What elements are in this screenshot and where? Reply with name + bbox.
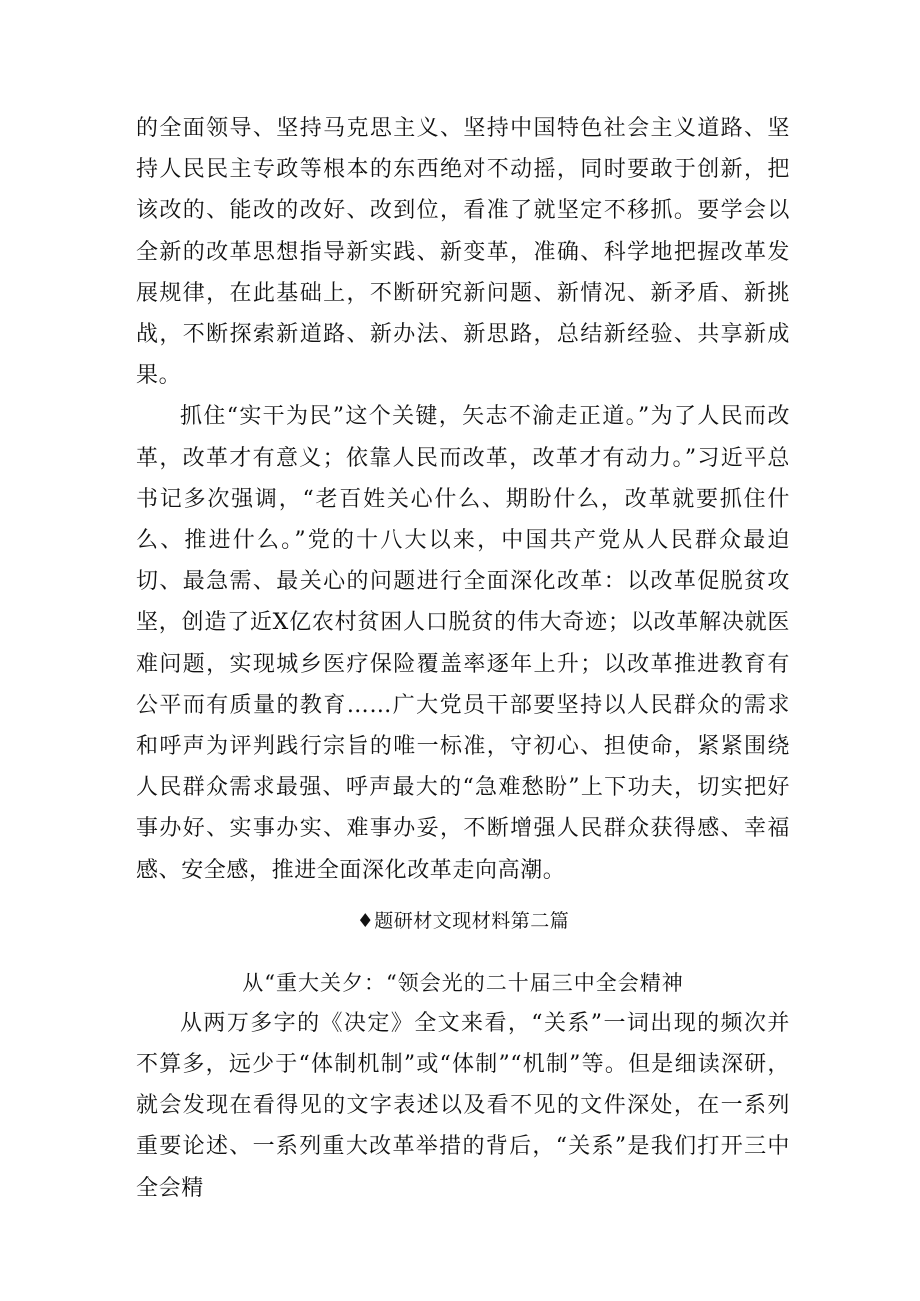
article-title: 从“重大关夕：“领会光的二十届三中全会精神 — [242, 970, 684, 995]
section-heading: ♦题研材文现材料第二篇 — [356, 909, 570, 932]
paragraph-continuation: 的全面领导、坚持马克思主义、坚持中国特色社会主义道路、坚持人民民主专政等根本的东西绝对不动摇，同时要敢于创新，把该改的、能改的改好、改到位，看准了就坚定不移抓。要学会以全新的改革思想指导新实践、新变革，准确、科学地把握改革发展规律，在此基础上，不断研究新问题、新情况、新矛盾、新挑战，不断探索新道路、新办法、新思路，总结新经验、共享新成果。 — [136, 116, 790, 389]
paragraph-shigan-weimin: 抓住“实干为民”这个关键，矢志不渝走正道。”为了人民而改革，改革才有意义；依靠人民而改革，改革才有动力。”习近平总书记多次强调，“老百姓关心什么、期盼什么，改革就要抓住什么、推进什么。”党的十八大以来，中国共产党从人民群众最迫切、最急需、最关心的问题进行全面深化改革：以改革促脱贫攻坚，创造了近X亿农村贫困人口脱贫的伟大奇迹；以改革解决就医难问题，实现城乡医疗保险覆盖率逐年上升；以改革推进教育有公平而有质量的教育……广大党员干部要坚持以人民群众的需求和呼声为评判践行宗旨的唯一标准，守初心、担使命，紧紧围绕人民群众需求最强、呼声最大的“急难愁盼”上下功夫，切实把好事办好、实事办实、难事办妥，不断增强人民群众获得感、幸福感、安全感，推进全面深化改革走向高潮。 — [136, 404, 790, 883]
document-body — [136, 108, 790, 1209]
paragraph-guanxi-intro: 从两万多字的《决定》全文来看，“关系”一词出现的频次并不算多，远少于“体制机制”或“体制”“机制”等。但是细读深研，就会发现在看得见的文字表述以及看不见的文件深处，在一系列重要论述、一系列重大改革举措的背后，“关系”是我们打开三中全会精 — [136, 1010, 790, 1201]
